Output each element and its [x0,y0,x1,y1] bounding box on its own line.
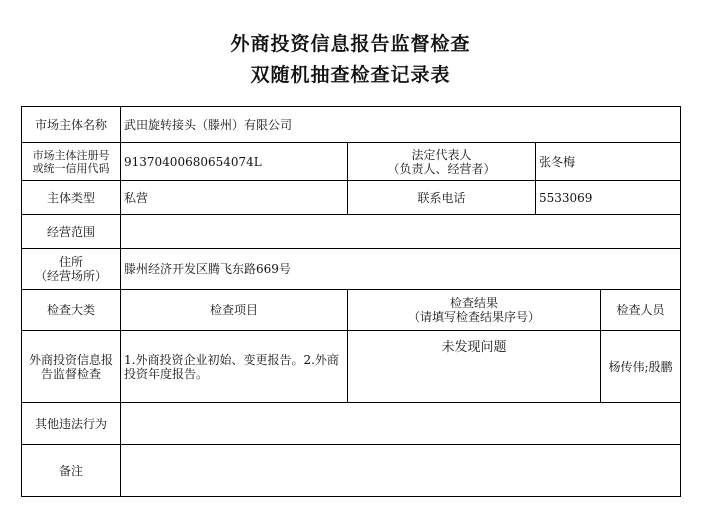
row-entity-name [22,107,681,143]
title-line-2: 双随机抽查检查记录表 [250,64,451,86]
remark-label: 备注 [22,445,121,497]
result-header-line2: （请填写检查结果序号） [407,310,540,324]
reg-no-label-line1: 市场主体注册号 [32,148,110,162]
inspector-value: 杨传伟;殷鹏 [601,331,681,403]
entity-type-label: 主体类型 [22,181,121,215]
record-table [21,106,681,497]
result-header-line1: 检查结果 [449,296,498,310]
other-value [121,403,681,445]
entity-name-value: 武田旋转接头（滕州）有限公司 [121,107,681,143]
address-label-line2: （经营场所） [34,269,107,283]
row-entity-type [22,181,681,215]
row-address [22,249,681,290]
legal-rep-value: 张冬梅 [536,143,681,181]
scope-value [121,215,681,249]
item-header: 检查项目 [121,290,348,331]
result-value: 未发现问题 [348,331,601,403]
row-inspection [22,331,681,403]
scope-label: 经营范围 [22,215,121,249]
row-remark [22,445,681,497]
other-label: 其他违法行为 [22,403,121,445]
entity-type-value: 私营 [121,181,348,215]
reg-no-label-line2: 或统一信用代码 [32,161,110,175]
address-label-line1: 住所 [58,255,83,269]
inspector-header: 检查人员 [601,290,681,331]
address-label [22,249,121,290]
address-value: 滕州经济开发区腾飞东路669号 [121,249,681,290]
reg-no-value: 91370400680654074L [121,143,348,181]
result-header [348,290,601,331]
row-registration [22,143,681,181]
category-value: 外商投资信息报告监督检查 [22,331,121,403]
reg-no-label [22,143,121,181]
row-scope [22,215,681,249]
phone-value: 5533069 [536,181,681,215]
row-other [22,403,681,445]
title-line-1: 外商投资信息报告监督检查 [230,33,471,55]
remark-value [121,445,681,497]
item-value: 1.外商投资企业初始、变更报告。2.外商投资年度报告。 [121,331,348,403]
legal-rep-label [348,143,536,181]
legal-rep-label-line2: （负责人、经营者） [387,161,496,176]
entity-name-label: 市场主体名称 [22,107,121,143]
row-headers [22,290,681,331]
phone-label: 联系电话 [348,181,536,215]
legal-rep-label-line1: 法定代表人 [411,147,472,162]
category-header: 检查大类 [22,290,121,331]
